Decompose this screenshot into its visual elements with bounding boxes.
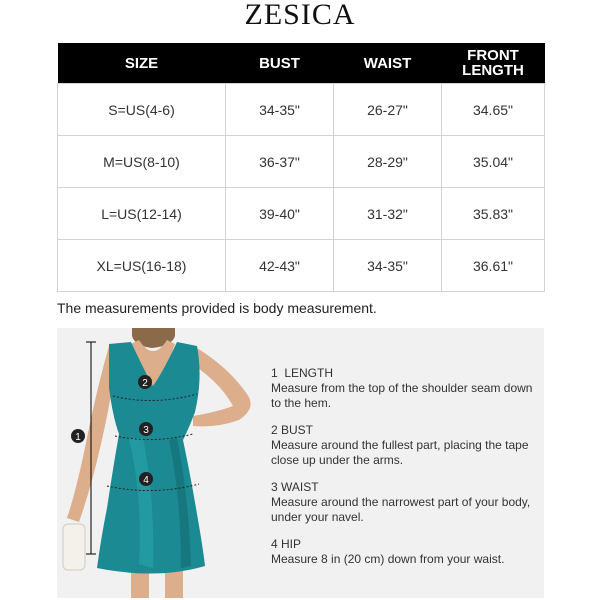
cell-front-length: 34.65" — [442, 84, 545, 136]
svg-text:1: 1 — [75, 432, 81, 443]
header-waist: WAIST — [334, 43, 442, 84]
header-size: SIZE — [58, 43, 226, 84]
table-row — [58, 84, 545, 136]
cell-size: S=US(4-6) — [58, 84, 226, 136]
cell-waist: 34-35" — [334, 240, 442, 292]
instruction-heading: 1 LENGTH — [271, 366, 334, 380]
cell-front-length: 36.61" — [442, 240, 545, 292]
dress-model-illustration — [57, 328, 267, 598]
svg-text:2: 2 — [142, 378, 148, 389]
size-chart-table — [57, 43, 545, 292]
svg-text:4: 4 — [143, 475, 149, 486]
cell-bust: 36-37" — [226, 136, 334, 188]
measurement-note: The measurements provided is body measurement. — [57, 300, 377, 316]
table-row — [58, 188, 545, 240]
instruction-heading: 2 BUST — [271, 423, 314, 437]
cell-size: XL=US(16-18) — [58, 240, 226, 292]
instruction-waist — [271, 480, 541, 525]
header-bust: BUST — [226, 43, 334, 84]
instruction-length — [271, 366, 541, 411]
cell-size: L=US(12-14) — [58, 188, 226, 240]
cell-waist: 31-32" — [334, 188, 442, 240]
svg-text:3: 3 — [143, 425, 149, 436]
marker-3 — [139, 422, 153, 436]
clutch-bag — [63, 524, 85, 570]
marker-2 — [138, 375, 152, 389]
cell-waist: 26-27" — [334, 84, 442, 136]
cell-size: M=US(8-10) — [58, 136, 226, 188]
cell-waist: 28-29" — [334, 136, 442, 188]
measurement-instructions — [271, 366, 541, 579]
instruction-description: Measure from the top of the shoulder seam down to the hem. — [271, 381, 533, 410]
instruction-description: Measure around the fullest part, placing the tape close up under the arms. — [271, 438, 529, 467]
cell-bust: 42-43" — [226, 240, 334, 292]
marker-4 — [139, 472, 153, 486]
table-row — [58, 240, 545, 292]
cell-front-length: 35.83" — [442, 188, 545, 240]
measurement-guide-panel — [57, 328, 544, 598]
instruction-heading: 4 HIP — [271, 537, 302, 551]
instruction-description: Measure around the narrowest part of your body, under your navel. — [271, 495, 531, 524]
instruction-hip — [271, 537, 541, 567]
table-row — [58, 136, 545, 188]
model-right-arm — [193, 348, 251, 426]
header-front-length: FRONT LENGTH — [442, 43, 545, 84]
instruction-bust — [271, 423, 541, 468]
instruction-heading: 3 WAIST — [271, 480, 319, 494]
brand-logo: ZESICA — [244, 0, 356, 31]
cell-bust: 39-40" — [226, 188, 334, 240]
instruction-description: Measure 8 in (20 cm) down from your waist. — [271, 552, 505, 566]
cell-bust: 34-35" — [226, 84, 334, 136]
marker-1 — [71, 429, 85, 443]
cell-front-length: 35.04" — [442, 136, 545, 188]
table-header-row — [58, 43, 545, 84]
